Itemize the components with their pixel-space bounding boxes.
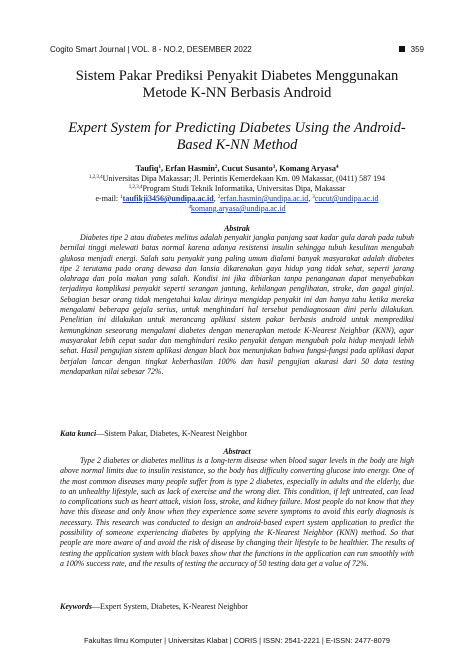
author-2-sup: 2	[214, 165, 218, 170]
affiliation-2	[50, 184, 424, 194]
email-separator: ,	[213, 194, 218, 203]
author-list	[50, 163, 424, 174]
title-english-line-1: Expert System for Predicting Diabetes Using the Android-	[68, 120, 406, 136]
email-row-2	[50, 204, 424, 214]
email-row-1	[50, 194, 424, 204]
abstract-text: Type 2 diabetes or diabetes mellitus is a long-term disease when blood sugar levels in the body are high above normal limits due to insulin resistance, so the body has difficulty converting glucose into energy. One of the most common diseases many people suffer from is type 2 diabetes, especially in adults and the elderly, due to an unhealthy lifestyle, such as lack of exercise and the wrong diet. This condition, if left untreated, can lead to complications such as heart attack, vision loss, stroke, and kidney failure. Most people do not know that they have this disease and only know when they experience some severe symptoms to avoid this early diagnosis is necessary. This research was conducted to design an android-based expert system application to predict the possibility of someone experiencing diabetes by applying the K-Nearest Neighbor (KNN) method. So that people are more aware of and avoid the risk of disease by changing their lifestyle to be healthier. The results of testing the application system with black boxes show that the functions in the application can run smoothly with a 100% success rate, and the results of testing the accuracy of 50 testing data get a value of 72%.	[60, 456, 414, 568]
author-4: Komang Aryasa	[279, 164, 336, 173]
affiliation-2-sup: 1,2,3,4	[128, 185, 143, 190]
email-3-sup: 3	[312, 195, 315, 200]
email-label: e-mail:	[95, 194, 121, 203]
author-separator: ,	[217, 164, 222, 173]
author-2: Erfan Hasmin	[165, 164, 215, 173]
author-separator: ,	[275, 164, 280, 173]
running-header	[50, 44, 424, 56]
title-indonesian-line-2: Metode K-NN Berbasis Android	[142, 85, 332, 101]
email-1-sup: 1	[120, 195, 123, 200]
email-link-4[interactable]: komang.aryasa@undipa.ac.id	[190, 204, 286, 213]
affiliation-1-sup: 1,2,3,4	[88, 175, 103, 180]
author-4-sup: 4	[335, 165, 339, 170]
title-english	[50, 120, 424, 154]
page-number-block	[399, 44, 424, 56]
keywords-dash: —	[92, 602, 100, 611]
square-bullet-icon	[399, 46, 405, 52]
email-link-3[interactable]: cucut@undipa.ac.id	[314, 194, 379, 203]
email-4-sup: 4	[188, 205, 191, 210]
author-3: Cucut Susanto	[221, 164, 273, 173]
title-indonesian-line-1: Sistem Pakar Prediksi Penyakit Diabetes Menggunakan	[75, 68, 399, 84]
author-3-sup: 3	[272, 165, 276, 170]
page-number: 359	[410, 45, 424, 54]
affiliation-1	[50, 174, 424, 184]
author-1: Taufiq	[135, 164, 159, 173]
email-separator: ,	[308, 194, 313, 203]
keywords-text: Expert System, Diabetes, K-Nearest Neighbor	[100, 602, 248, 611]
title-english-line-2: Based K-NN Method	[176, 137, 298, 153]
kata-kunci-dash: —	[96, 429, 105, 438]
title-indonesian	[50, 68, 424, 102]
email-link-1[interactable]: taufikji3456@undipa.ac.id	[122, 194, 214, 203]
author-separator: ,	[160, 164, 166, 173]
kata-kunci-text: Sistem Pakar, Diabetes, K-Nearest Neighbor	[104, 429, 247, 438]
email-block	[50, 194, 424, 214]
author-1-sup: 1	[158, 165, 161, 170]
journal-name: Cogito Smart Journal | VOL. 8 - NO.2, DESEMBER 2022	[50, 45, 252, 54]
affiliation-2-text: Program Studi Teknik Informatika, Universitas Dipa, Makassar	[142, 184, 346, 193]
abstrak-heading: Abstrak	[224, 224, 250, 233]
abstrak-text: Diabetes tipe 2 atau diabetes melitus adalah penyakit jangka panjang saat kadar gula darah pada tubuh bernilai tinggi melewati batas normal karena adanya resistensi insulin sehingga tubuh kesulitan mengubah glukosa menjadi energi. Salah satu penyakit yang paling umum dialami banyak masyarakat adalah diabetes tipe 2 terutama pada orang dewasa dan lansia dikarenakan gaya hidup yang tidak sehat, seperti jarang olahraga dan pola makan yang salah. Kondisi ini jika dibiarkan tanpa penanganan dapat menyebabkan terjadinya komplikasi penyakit seperti serangan jantung, kehilangan penglihatan, stroke, dan gagal ginjal. Sebagian besar orang tidak mengetahui kalau dirinya mengidap penyakit ini dan hanya tahu ketika mereka mengalami beberapa gejala serius, untuk menghindari hal tersebut pendiagnosaan dini perlu dilakukan. Penelitian ini dilakukan untuk merancang aplikasi sistem pakar berbasis android untuk memprediksi kemungkinan seseorang mengalami diabetes dengan menerapkan metode K-Nearest Neighbor (KNN), agar masyarakat lebih cepat sadar dan menghindari resiko penyakit dengan mengubah pola hidup menjadi lebih sehat. Hasil pengujian sistem aplikasi dengan black box menunjukan bahwa fungsi-fungsi pada aplikasi dapat berjalan lancar dengan tingkat keberhasilan 100% dan hasil pengujian akurasi dari 50 data testing mendapatkan nilai sebesar 72%.	[60, 233, 414, 376]
kata-kunci	[60, 429, 414, 439]
affiliation-1-text: Universitas Dipa Makassar; Jl. Perintis Kemerdekaan Km. 09 Makassar, (0411) 587 194	[102, 174, 386, 183]
email-link-2[interactable]: erfan.hasmin@undipa.ac.id	[220, 194, 309, 203]
page-footer: Fakultas Ilmu Komputer | Universitas Klabat | CORIS | ISSN: 2541-2221 | E-ISSN: 2477-8079	[84, 636, 390, 645]
kata-kunci-label: Kata kunci	[60, 429, 97, 438]
keywords-label: Keywords	[60, 602, 92, 611]
email-2-sup: 2	[217, 195, 221, 200]
keywords	[60, 602, 414, 612]
abstract-heading: Abstract	[223, 447, 251, 456]
